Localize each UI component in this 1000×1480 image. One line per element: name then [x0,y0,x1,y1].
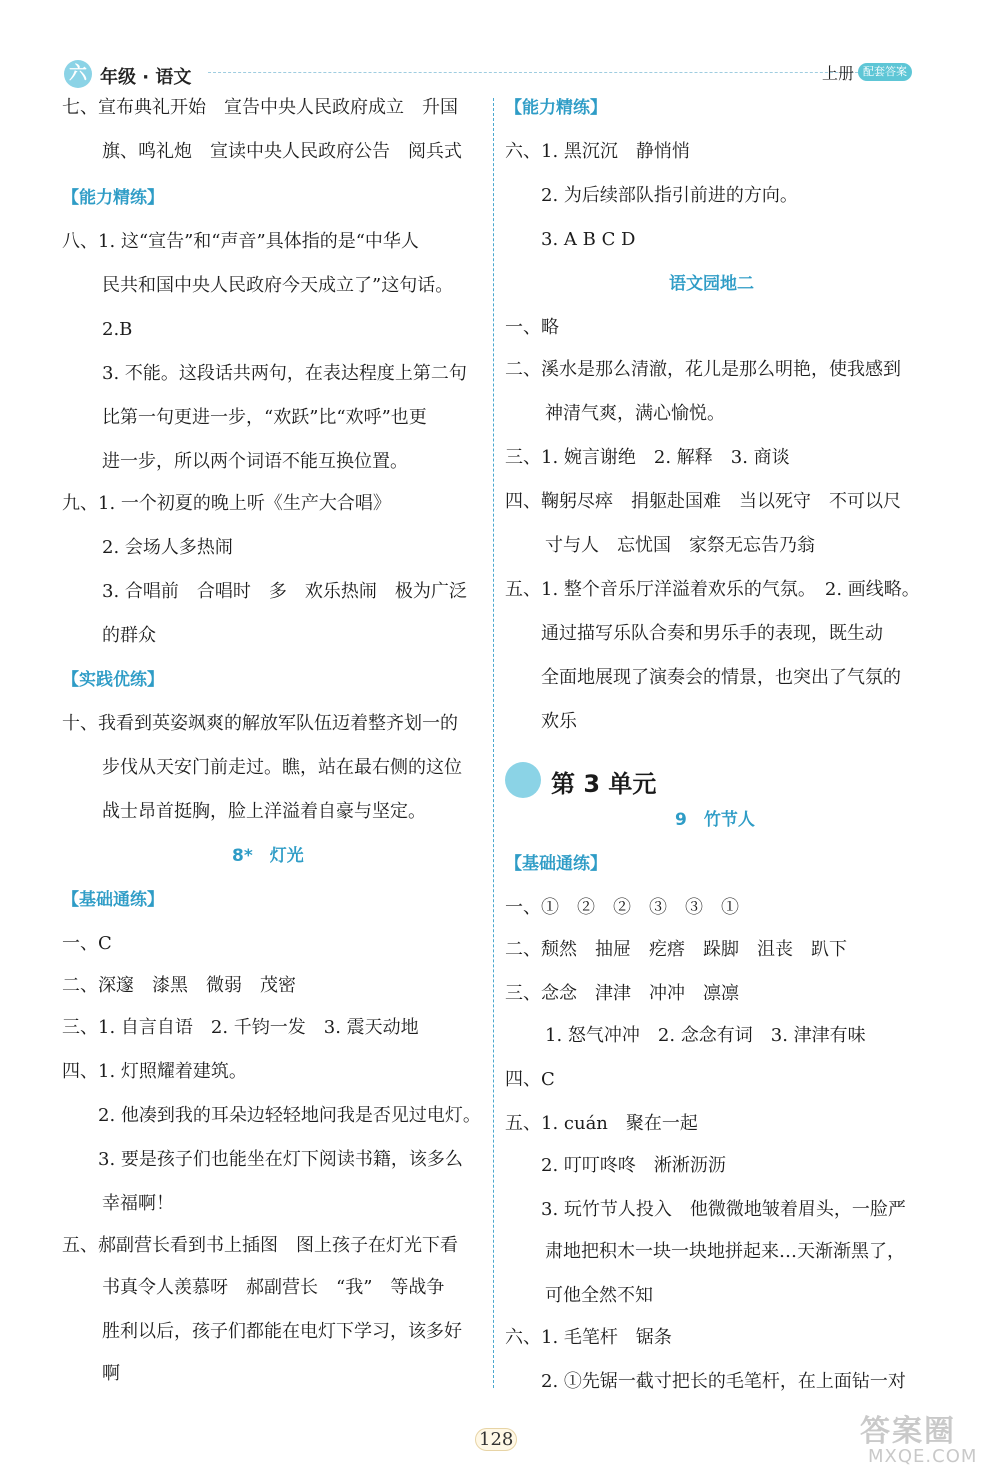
section-label: 【基础通练】 [505,854,607,874]
answer-line: 三、1. 婉言谢绝 2. 解释 3. 商谈 [505,447,790,468]
page-number: 128 [475,1428,517,1451]
answer-line: 欢乐 [541,711,577,732]
answer-line: 2. ①先锯一截寸把长的毛笔杆，在上面钻一对 [541,1371,906,1392]
watermark-url: MXQE.COM [868,1446,978,1467]
answer-line: 3. A B C D [541,229,636,250]
answer-line: 1. 怒气冲冲 2. 念念有词 3. 津津有味 [545,1025,866,1046]
section-title: 语文园地二 [669,274,754,294]
answer-line: 啊 [102,1363,120,1384]
answer-line: 3. 玩竹节人投入 他微微地皱着眉头，一脸严 [541,1199,906,1220]
answer-line: 四、1. 灯照耀着建筑。 [62,1061,247,1082]
answer-line: 一、① ② ② ③ ③ ① [505,897,739,918]
answer-line: 肃地把积木一块一块地拼起来…天渐渐黑了， [545,1241,905,1262]
answer-line: 3. 不能。这段话共两句，在表达程度上第二句 [102,363,467,384]
volume-label: 上册 [822,64,855,83]
page-header [60,58,940,92]
grade-badge: 六 [64,60,92,88]
answer-line: 3. 要是孩子们也能坐在灯下阅读书籍，该多么 [98,1149,463,1170]
answer-line: 一、C [62,933,112,954]
section-label: 【能力精练】 [62,188,164,208]
unit-title: 第 3 单元 [551,770,657,798]
answer-line: 二、颓然 抽屉 疙瘩 跺脚 沮丧 趴下 [505,939,847,960]
answer-line: 进一步，所以两个词语不能互换位置。 [102,451,408,472]
answer-line: 七、宣布典礼开始 宣告中央人民政府成立 升国 [62,97,458,118]
answer-tag: 配套答案 [858,63,912,81]
answer-line: 四、鞠躬尽瘁 捐躯赴国难 当以死守 不可以尺 [505,491,901,512]
lesson-title: 9 竹节人 [675,810,755,830]
section-label: 【能力精练】 [505,98,607,118]
answer-line: 十、我看到英姿飒爽的解放军队伍迈着整齐划一的 [62,713,458,734]
header-title: 年级 · 语文 [100,67,192,88]
answer-line: 2.B [102,319,133,340]
answer-line: 全面地展现了演奏会的情景，也突出了气氛的 [541,667,901,688]
answer-line: 幸福啊！ [102,1193,174,1214]
answer-line: 2. 他凑到我的耳朵边轻轻地问我是否见过电灯。 [98,1105,481,1126]
answer-line: 二、溪水是那么清澈，花儿是那么明艳，使我感到 [505,359,901,380]
answer-line: 五、1. cuán 聚在一起 [505,1113,698,1134]
answer-line: 的群众 [102,625,156,646]
answer-line: 战士昂首挺胸，脸上洋溢着自豪与坚定。 [102,801,426,822]
answer-line: 六、1. 黑沉沉 静悄悄 [505,141,690,162]
answer-line: 八、1. 这“宣告”和“声音”具体指的是“中华人 [62,231,419,252]
lesson-title: 8* 灯光 [232,846,304,866]
answer-line: 三、1. 自言自语 2. 千钧一发 3. 震天动地 [62,1017,419,1038]
header-divider [208,72,868,73]
answer-line: 寸与人 忘忧国 家祭无忘告乃翁 [545,535,815,556]
answer-line: 六、1. 毛笔杆 锯条 [505,1327,672,1348]
answer-line: 五、郝副营长看到书上插图 图上孩子在灯光下看 [62,1235,458,1256]
answer-line: 神清气爽，满心愉悦。 [545,403,725,424]
answer-line: 步伐从天安门前走过。瞧，站在最右侧的这位 [102,757,462,778]
answer-line: 3. 合唱前 合唱时 多 欢乐热闹 极为广泛 [102,581,467,602]
answer-line: 四、C [505,1069,555,1090]
answer-line: 胜利以后，孩子们都能在电灯下学习，该多好 [102,1321,462,1342]
answer-line: 比第一句更进一步，“欢跃”比“欢呼”也更 [102,407,427,428]
section-label: 【基础通练】 [62,890,164,910]
answer-line: 一、略 [505,317,559,338]
answer-line: 书真令人羡慕呀 郝副营长 “我” 等战争 [102,1277,445,1298]
answer-line: 通过描写乐队合奏和男乐手的表现，既生动 [541,623,883,644]
answer-line: 二、深邃 漆黑 微弱 茂密 [62,975,296,996]
answer-line: 2. 叮叮咚咚 淅淅沥沥 [541,1155,726,1176]
section-label: 【实践优练】 [62,670,164,690]
answer-line: 五、1. 整个音乐厅洋溢着欢乐的气氛。 2. 画线略。 [505,579,920,600]
answer-line: 可他全然不知 [545,1285,653,1306]
answer-line: 2. 为后续部队指引前进的方向。 [541,185,798,206]
answer-line: 2. 会场人多热闹 [102,537,233,558]
watermark-logo: 答案圈 [860,1414,956,1449]
answer-line: 九、1. 一个初夏的晚上听《生产大合唱》 [62,493,391,514]
answer-line: 三、念念 津津 冲冲 凛凛 [505,983,739,1004]
column-divider [493,98,494,1388]
answer-line: 旗、鸣礼炮 宣读中央人民政府公告 阅兵式 [102,141,462,162]
answer-line: 民共和国中央人民政府今天成立了”这句话。 [102,275,454,296]
unit-dot [505,762,541,798]
